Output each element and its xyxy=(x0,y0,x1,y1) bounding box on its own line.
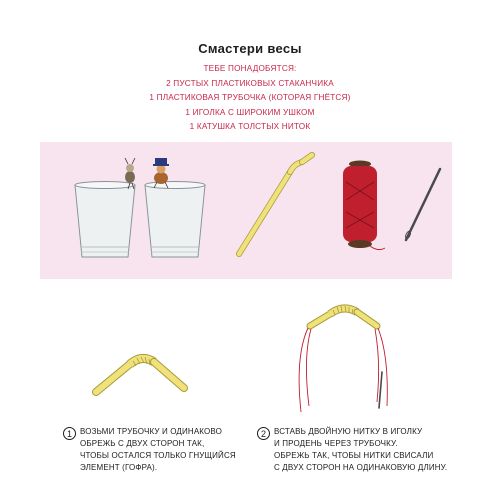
materials-heading: ТЕБЕ ПОНАДОБЯТСЯ: xyxy=(203,64,297,73)
straw-icon xyxy=(96,357,184,392)
cup-icon xyxy=(145,182,205,258)
step-text-line: И ПРОДЕНЬ ЧЕРЕЗ ТРУБОЧКУ. xyxy=(274,439,398,448)
thread-icon xyxy=(299,328,387,412)
step-number-badge: 2 xyxy=(257,427,270,440)
materials-item: 2 ПУСТЫХ ПЛАСТИКОВЫХ СТАКАНЧИКА xyxy=(166,78,334,88)
step-text-line: ОБРЕЖЬ ТАК, ЧТОБЫ НИТКИ СВИСАЛИ xyxy=(274,451,434,460)
materials-item: 1 ИГОЛКА С ШИРОКИМ УШКОМ xyxy=(185,107,315,117)
materials-illustration-band xyxy=(40,142,452,279)
step-text-line: ЭЛЕМЕНТ (ГОФРА). xyxy=(80,463,158,472)
step-text-line: С ДВУХ СТОРОН НА ОДИНАКОВУЮ ДЛИНУ. xyxy=(274,463,448,472)
page-title: Смастери весы xyxy=(198,41,302,56)
step-text-line: ВСТАВЬ ДВОЙНУЮ НИТКУ В ИГОЛКУ xyxy=(274,427,423,436)
straw-icon xyxy=(310,306,377,326)
cut-straw-illustration xyxy=(92,330,202,410)
needle-icon xyxy=(379,372,382,408)
step-1-text xyxy=(80,426,236,474)
step-2-text xyxy=(274,426,447,474)
step-number-badge: 1 xyxy=(63,427,76,440)
needle-icon xyxy=(404,169,440,240)
spool-icon xyxy=(343,161,385,250)
threaded-straw-illustration xyxy=(265,296,425,416)
step-text-line: ЧТОБЫ ОСТАЛСЯ ТОЛЬКО ГНУЩИЙСЯ xyxy=(80,451,236,460)
materials-item: 1 ПЛАСТИКОВАЯ ТРУБОЧКА (КОТОРАЯ ГНЁТСЯ) xyxy=(149,93,351,103)
step-text-line: ОБРЕЖЬ С ДВУХ СТОРОН ТАК, xyxy=(80,439,205,448)
cup-icon xyxy=(75,182,135,258)
materials-item: 1 КАТУШКА ТОЛСТЫХ НИТОК xyxy=(189,122,311,132)
step-text-line: ВОЗЬМИ ТРУБОЧКУ И ОДИНАКОВО xyxy=(80,427,222,436)
materials-list xyxy=(0,62,500,135)
materials-illustration xyxy=(40,142,452,279)
straw-icon xyxy=(239,155,312,254)
